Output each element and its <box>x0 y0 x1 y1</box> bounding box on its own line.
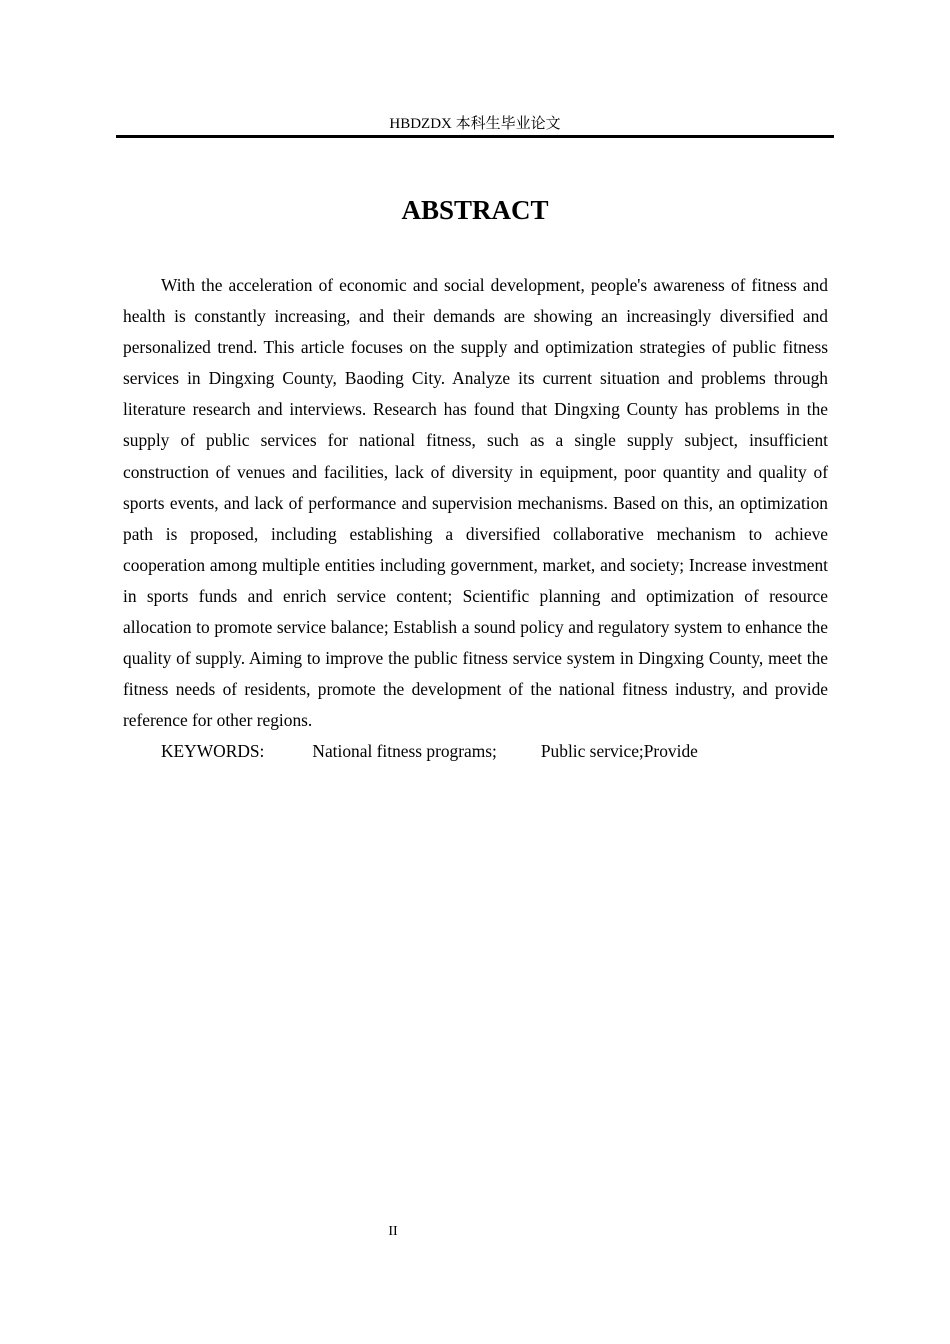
keywords-label: KEYWORDS: <box>161 741 265 762</box>
abstract-title: ABSTRACT <box>401 195 549 225</box>
abstract-paragraph: With the acceleration of economic and social development, people's awareness of fitness and health is constantly increasing, and their demands are showing an increasingly diversified and personalized trend. This article focuses on the supply and optimization strategies of public fitness services in Dingxing County, Baoding City. Analyze its current situation and problems through literature research and interviews. Research has found that Dingxing County has problems in the supply of public services for national fitness, such as a single supply subject, insufficient construction of venues and facilities, lack of diversity in equipment, poor quantity and quality of sports events, and lack of performance and supervision mechanisms. Based on this, an optimization path is proposed, including establishing a diversified collaborative mechanism to achieve cooperation among multiple entities including government, market, and society; Increase investment in sports funds and enrich service content; Scientific planning and optimization of resource allocation to promote service balance; Establish a sound policy and regulatory system to enhance the quality of supply. Aiming to improve the public fitness service system in Dingxing County, meet the fitness needs of residents, promote the development of the national fitness industry, and provide reference for other regions. <box>123 275 828 731</box>
keywords-line <box>123 736 828 767</box>
keyword-item: Public service;Provide <box>540 741 698 762</box>
page-number: II <box>388 1224 398 1239</box>
abstract-body <box>123 270 828 768</box>
keyword-item: National fitness programs; <box>312 741 497 762</box>
header-rule <box>116 135 834 138</box>
page-header: HBDZDX 本科生毕业论文 <box>389 116 561 132</box>
